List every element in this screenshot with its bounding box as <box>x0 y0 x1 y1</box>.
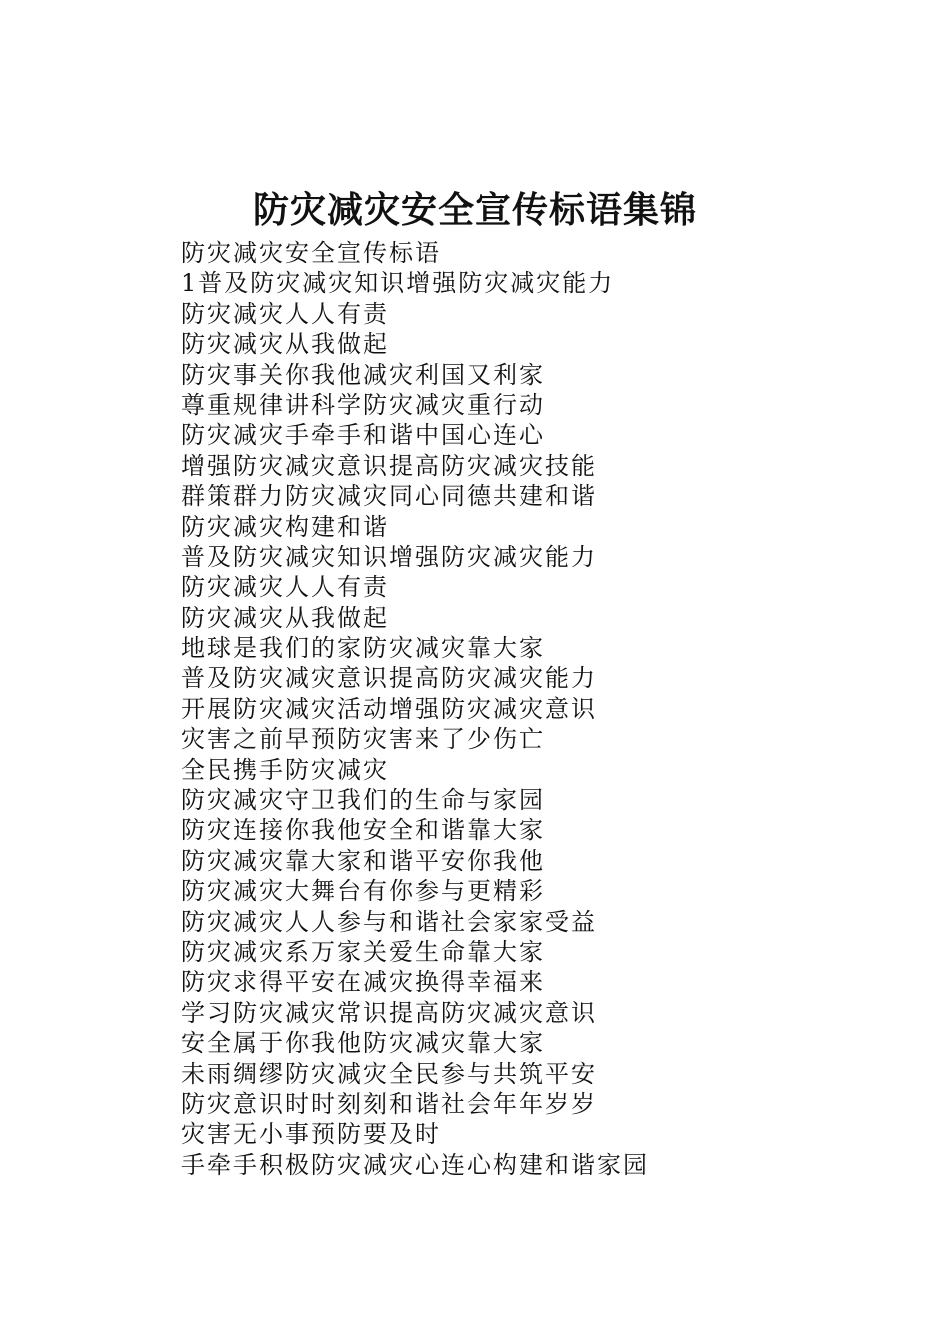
slogan-line: 灾害之前早预防灾害来了少伤亡 <box>181 725 545 754</box>
slogan-line: 防灾事关你我他减灾利国又利家 <box>181 360 545 389</box>
slogan-line: 开展防灾减灾活动增强防灾减灾意识 <box>181 694 597 723</box>
slogan-line: 防灾减灾手牵手和谐中国心连心 <box>181 421 545 450</box>
slogan-line: 增强防灾减灾意识提高防灾减灾技能 <box>181 451 597 480</box>
slogan-list <box>181 238 649 1180</box>
slogan-line: 防灾减灾人人有责 <box>181 299 389 328</box>
slogan-line: 未雨绸缪防灾减灾全民参与共筑平安 <box>181 1059 597 1088</box>
slogan-line: 地球是我们的家防灾减灾靠大家 <box>181 634 545 663</box>
slogan-line: 防灾减灾系万家关爱生命靠大家 <box>181 937 545 966</box>
slogan-line: 尊重规律讲科学防灾减灾重行动 <box>181 390 545 419</box>
slogan-line: 防灾减灾构建和谐 <box>181 512 389 541</box>
slogan-line: 防灾减灾人人有责 <box>181 573 389 602</box>
slogan-line: 手牵手积极防灾减灾心连心构建和谐家园 <box>181 1150 649 1179</box>
document-title: 防灾减灾安全宣传标语集锦 <box>252 189 697 231</box>
slogan-line: 防灾减灾安全宣传标语 <box>181 239 441 267</box>
slogan-line: 全民携手防灾减灾 <box>181 755 389 784</box>
slogan-line: 防灾减灾守卫我们的生命与家园 <box>181 786 545 815</box>
slogan-line: 防灾求得平安在减灾换得幸福来 <box>181 968 545 997</box>
slogan-line: 防灾减灾从我做起 <box>181 603 389 632</box>
slogan-line: 安全属于你我他防灾减灾靠大家 <box>181 1029 545 1058</box>
slogan-line: 防灾意识时时刻刻和谐社会年年岁岁 <box>181 1089 597 1118</box>
slogan-line: 防灾减灾人人参与和谐社会家家受益 <box>181 907 597 936</box>
slogan-line: 普及防灾减灾意识提高防灾减灾能力 <box>181 664 597 693</box>
slogan-line: 防灾减灾靠大家和谐平安你我他 <box>181 846 545 875</box>
slogan-line: 防灾连接你我他安全和谐靠大家 <box>181 816 545 845</box>
slogan-line: 防灾减灾大舞台有你参与更精彩 <box>181 877 545 906</box>
slogan-line: 1普及防灾减灾知识增强防灾减灾能力 <box>181 269 615 298</box>
slogan-line: 群策群力防灾减灾同心同德共建和谐 <box>181 482 597 511</box>
slogan-line: 学习防灾减灾常识提高防灾减灾意识 <box>181 998 597 1027</box>
slogan-line: 灾害无小事预防要及时 <box>181 1120 441 1149</box>
slogan-line: 防灾减灾从我做起 <box>181 330 389 359</box>
slogan-line: 普及防灾减灾知识增强防灾减灾能力 <box>181 542 597 571</box>
